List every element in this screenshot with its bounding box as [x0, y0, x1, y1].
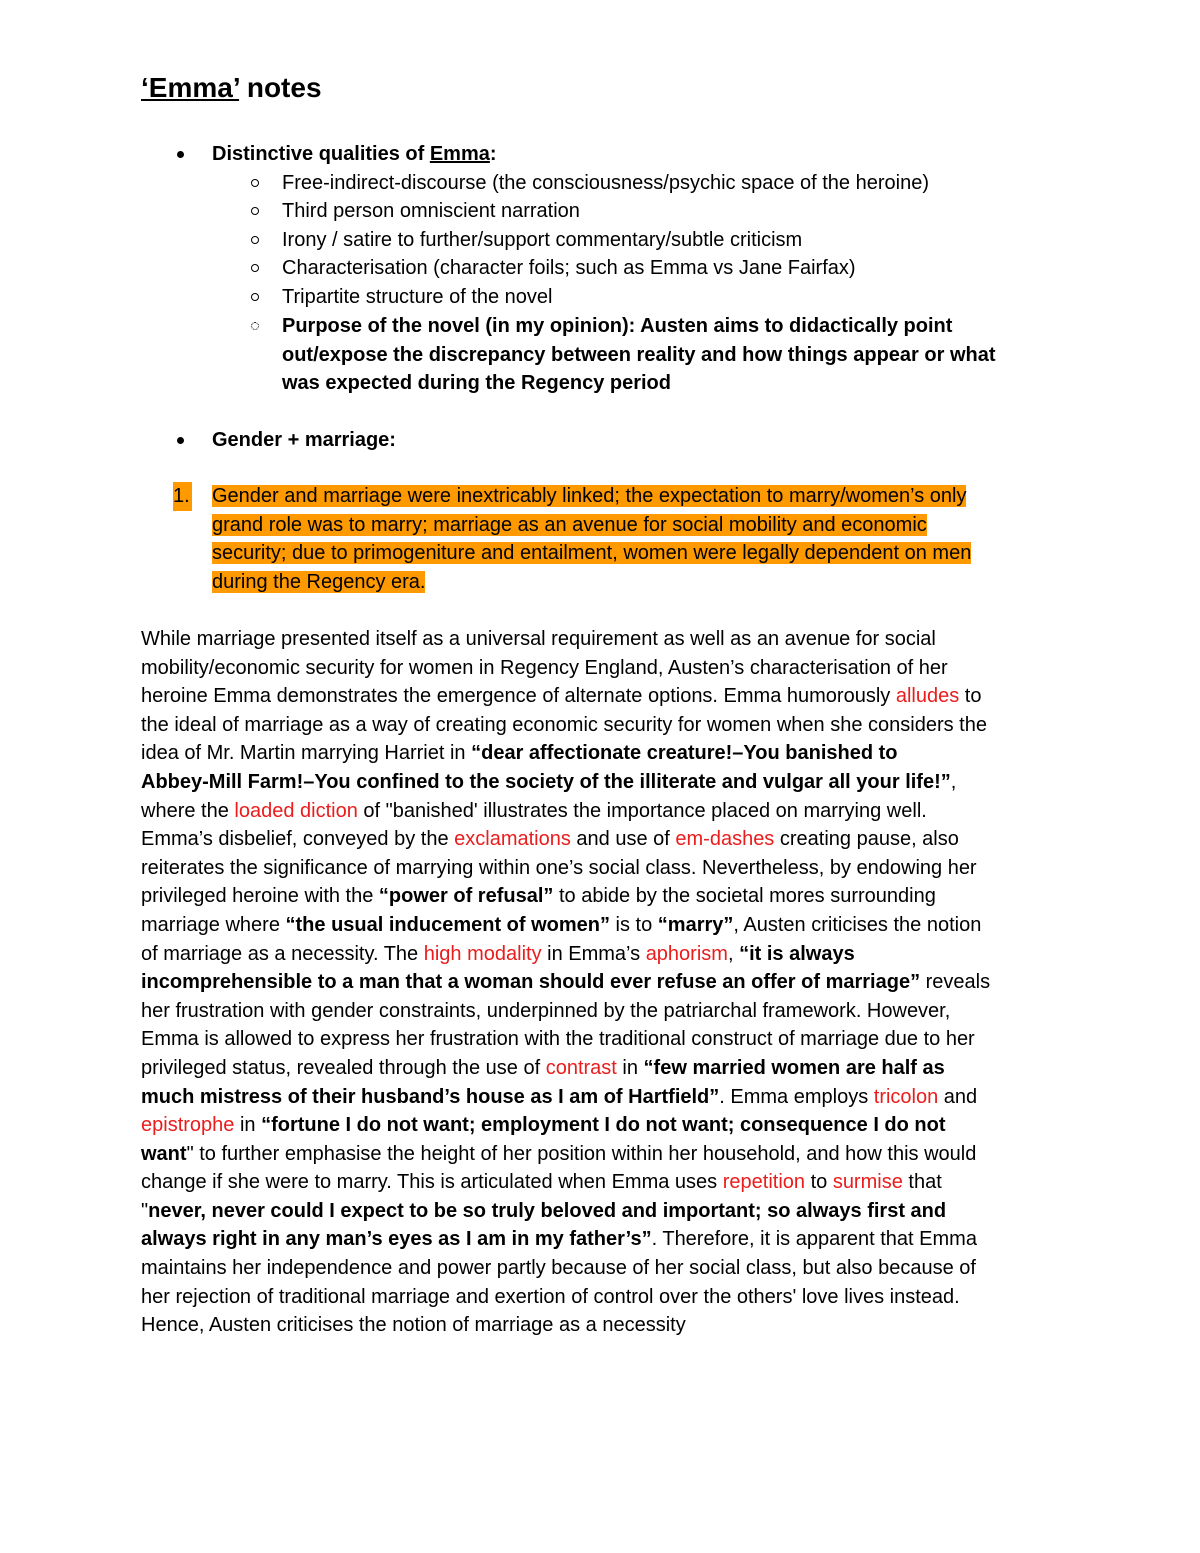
list-item: Tripartite structure of the novel: [282, 283, 1082, 312]
page-title: [141, 70, 322, 106]
technique-term: surmise: [832, 1171, 903, 1194]
list-number: 1.: [173, 482, 192, 511]
quotation: want: [141, 1142, 187, 1165]
highlighted-point-text: Gender and marriage were inextricably linked; the expectation to marry/women’s only grand role was to marry; marriage as an avenue for social mobility and economic security; due to primogeniture and entailment, women were legally dependent on men during the Regency era.: [212, 485, 972, 593]
list-item: Irony / satire to further/support commentary/subtle criticism: [282, 226, 1082, 255]
quotation: always right in any man’s eyes as I am in my father’s”: [141, 1228, 652, 1251]
technique-term: epistrophe: [141, 1114, 235, 1137]
list-item: Free-indirect-discourse (the consciousness/psychic space of the heroine): [282, 169, 1082, 198]
quotation: incomprehensible to a man that a woman should ever refuse an offer of marriage”: [141, 971, 921, 994]
list-item: Third person omniscient narration: [282, 197, 1082, 226]
technique-term: repetition: [722, 1171, 806, 1194]
section-heading-gender-marriage: Gender + marriage:: [212, 426, 1072, 455]
quotation: “it is always: [739, 942, 855, 965]
list-item-purpose: Purpose of the novel (in my opinion): Austen aims to didactically point out/expose the discrepancy between reality and how things appear or what was expected during the Regency period: [282, 312, 1082, 398]
quotation: never, never could I expect to be so truly beloved and important; so always first and: [148, 1199, 947, 1222]
technique-term: high modality: [423, 942, 542, 965]
quotation: “the usual inducement of women”: [285, 913, 610, 936]
section-heading-distinctive-qualities: Distinctive qualities of Emma:: [212, 140, 1072, 169]
technique-term: alludes: [895, 685, 960, 708]
technique-term: contrast: [545, 1056, 617, 1079]
list-item: Characterisation (character foils; such as Emma vs Jane Fairfax): [282, 254, 1082, 283]
quotation: “fortune I do not want; employment I do not want; consequence I do not: [261, 1114, 946, 1137]
quotation: “dear affectionate creature!–You banished to: [471, 742, 898, 765]
technique-term: loaded diction: [234, 799, 358, 822]
quotation: “marry”: [657, 913, 734, 936]
emma-underlined: Emma: [429, 143, 490, 165]
technique-term: aphorism: [645, 942, 728, 965]
quotation: much mistress of their husband’s house as I am of Hartfield”: [141, 1085, 720, 1108]
essay-paragraph: While marriage presented itself as a universal requirement as well as an avenue for social mobility/economic security for women in Regency England, Austen’s characterisation of her heroine Emma demonstrates the emergence of alternate options. Emma humorously alludes to the ideal of marriage as a way of creating economic security for women when she considers the idea of Mr. Martin marrying Harriet in “dear affectionate creature!–You banished to Abbey-Mill Farm!–You confined to the society of the illiterate and vulgar all your life!”, where the loaded diction of "banished' illustrates the importance placed on marrying well. Emma’s disbelief, conveyed by the exclamations and use of em-dashes creating pause, also reiterates the significance of marrying within one’s social class. Nevertheless, by endowing her privileged heroine with the “power of refusal” to abide by the societal mores surrounding marriage where “the usual inducement of women” is to “marry”, Austen criticises the notion of marriage as a necessity. The high modality in Emma’s aphorism, “it is always incomprehensible to a man that a woman should ever refuse an offer of marriage” reveals her frustration with gender constraints, underpinned by the patriarchal framework. However, Emma is allowed to express her frustration with the traditional construct of marriage due to her privileged status, revealed through the use of contrast in “few married women are half as much mistress of their husband’s house as I am of Hartfield”. Emma employs tricolon and epistrophe in “fortune I do not want; employment I do not want; consequence I do not want" to further emphasise the height of her position within her household, and how this would change if she were to marry. This is articulated when Emma uses repetition to surmise that "never, never could I expect to be so truly beloved and important; so always first and always right in any man’s eyes as I am in my father’s”. Therefore, it is apparent that Emma maintains her independence and power partly because of her social class, but also because of her rejection of traditional marriage and exertion of control over the others' love lives instead. Hence, Austen criticises the notion of marriage as a necessity: [141, 628, 991, 1337]
technique-term: em-dashes: [675, 828, 775, 851]
quotation: “power of refusal”: [378, 885, 554, 908]
technique-term: tricolon: [873, 1085, 939, 1108]
quotation: Abbey-Mill Farm!–You confined to the society of the illiterate and vulgar all your life!”: [141, 770, 951, 793]
title-emma: ‘Emma’: [141, 72, 240, 103]
quotation: “few married women are half as: [643, 1056, 945, 1079]
title-notes: notes: [239, 72, 322, 103]
technique-term: exclamations: [454, 828, 571, 851]
